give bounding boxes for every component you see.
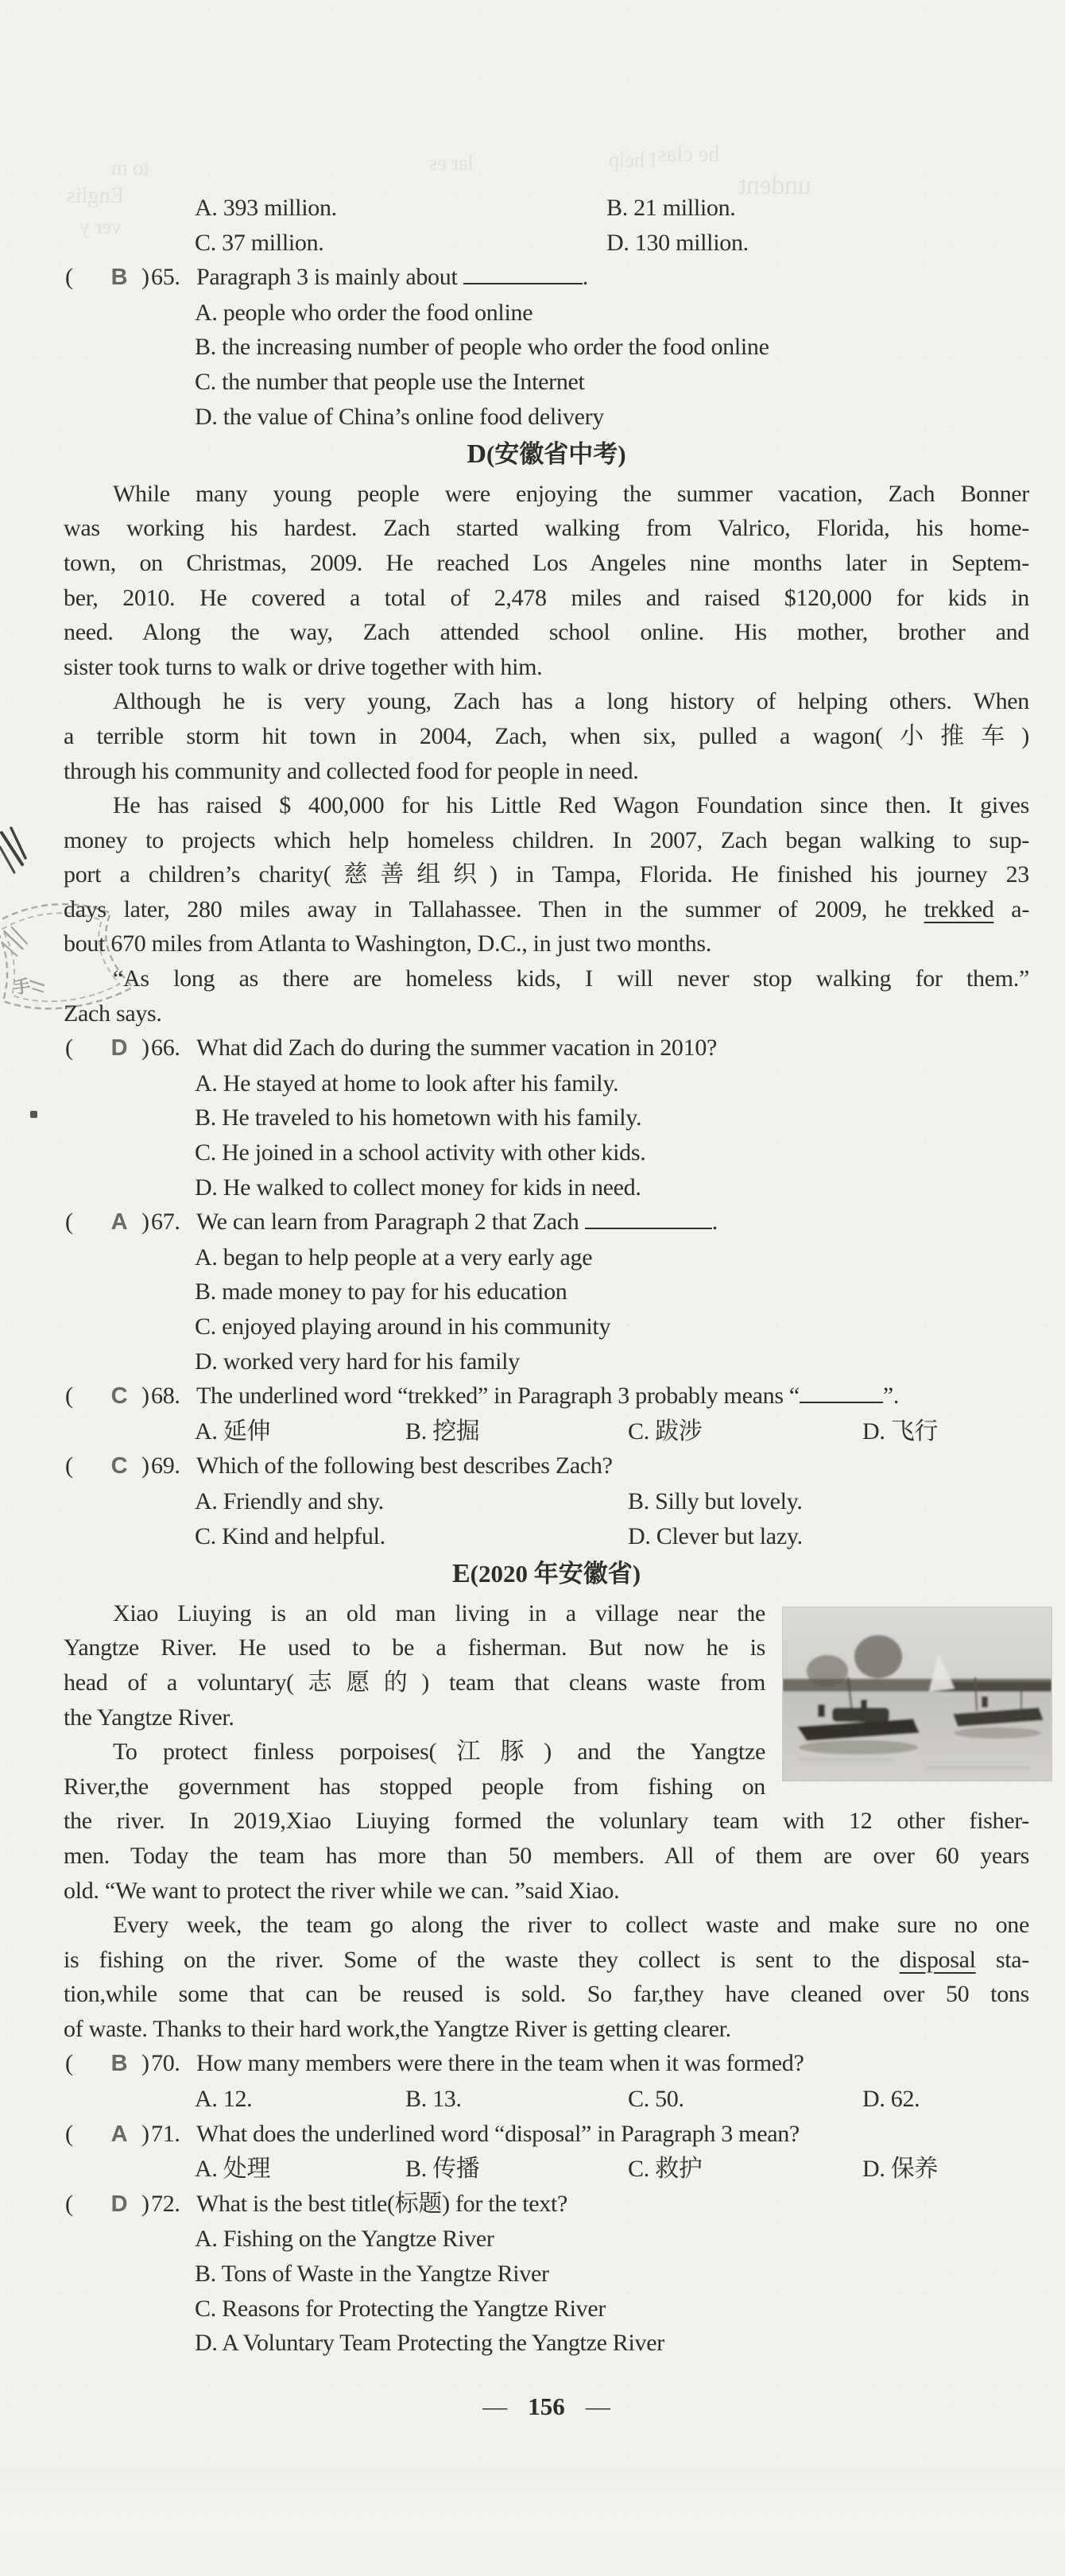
question-69-options-row — [64, 1519, 1029, 1554]
paren-close: ) — [141, 1452, 149, 1479]
option: B. 挖掘 — [405, 1418, 480, 1445]
passage-d — [64, 477, 1029, 1031]
question-64-options-row — [64, 191, 1029, 226]
option: B. 13. — [405, 2086, 462, 2113]
paren-close: ) — [141, 1209, 149, 1236]
paren-close: ) — [141, 1383, 149, 1410]
option: B. 传播 — [405, 2156, 480, 2183]
question-70-options — [64, 2082, 1029, 2117]
question-66 — [64, 1031, 1029, 1066]
option: B. He traveled to his hometown with his family. — [195, 1104, 642, 1131]
pen-mark — [0, 826, 35, 882]
option: A. He stayed at home to look after his family. — [195, 1069, 619, 1097]
option: A. 处理 — [195, 2156, 271, 2183]
paren-open: ( — [65, 1452, 73, 1479]
option: A. people who order the food online — [195, 299, 533, 326]
question-64-options-row — [64, 226, 1029, 261]
section-d-heading: D(安徽省中考) — [467, 439, 626, 470]
question-67-options — [64, 1240, 1029, 1379]
answer-letter: C — [110, 1383, 128, 1410]
question-65 — [64, 260, 1029, 296]
question-67 — [64, 1205, 1029, 1240]
bleed-through-text: to m — [111, 156, 149, 180]
option: A. 12. — [195, 2086, 253, 2113]
paren-close: ) — [141, 2050, 149, 2077]
passage-paragraph: Every week, the team go along the river to collect waste and make sure no one is fishing on the river. Some of the waste they collect is sent to the disposal sta- tion,while some that can be reused is sold. So far,they have cleaned over 50 tons of waste. Thanks to their hard work,the Yangtze River is getting clearer. — [64, 1912, 1029, 2042]
paren-open: ( — [65, 264, 73, 291]
paren-close: ) — [141, 2190, 149, 2217]
paren-open: ( — [65, 2120, 73, 2147]
river-boats-photo — [783, 1607, 1051, 1781]
answer-blank — [585, 1224, 712, 1229]
question-72 — [64, 2187, 1029, 2222]
option: C. enjoyed playing around in his community — [195, 1313, 611, 1340]
paren-close: ) — [141, 264, 149, 291]
bleed-through-text: lar es — [429, 151, 474, 175]
bleed-through-text: I help — [609, 148, 657, 172]
option: A. 延伸 — [195, 1418, 271, 1445]
question-number: 67. — [151, 1209, 180, 1236]
question-number: 71. — [151, 2120, 180, 2147]
option: C. Reasons for Protecting the Yangtze River — [195, 2295, 606, 2322]
passage-paragraph: Although he is very young, Zach has a long history of helping others. When a terrible storm hit town in 2004, Zach, when six, pulled a wagon(小推车) through his community and collected food for people in need. — [64, 688, 1029, 784]
answer-letter: A — [110, 2121, 128, 2147]
answer-letter: D — [110, 2191, 128, 2217]
question-number: 65. — [151, 264, 180, 291]
answer-blank — [800, 1398, 883, 1403]
paren-open: ( — [65, 1383, 73, 1410]
question-stem: How many members were there in the team when it was formed? — [196, 2050, 804, 2077]
paren-open: ( — [65, 1035, 73, 1062]
option: C. 50. — [628, 2086, 684, 2113]
option: A. Friendly and shy. — [195, 1487, 384, 1514]
paren-close: ) — [141, 1035, 149, 1062]
question-stem: Which of the following best describes Zach? — [196, 1452, 613, 1479]
option: A. 393 million. — [195, 195, 337, 221]
question-stem: What did Zach do during the summer vacation in 2010? — [196, 1035, 718, 1062]
footer-dash: — — [585, 2392, 610, 2420]
bleed-through-text: ver y — [79, 215, 122, 238]
option: B. Silly but lovely. — [628, 1487, 803, 1514]
passage-paragraph: “As long as there are homeless kids, I will never stop walking for them.” Zach says. — [64, 965, 1029, 1027]
passage-e — [64, 1596, 1029, 2047]
footer-dash: — — [482, 2392, 508, 2420]
option: D. 飞行 — [862, 1418, 939, 1445]
option: D. 保养 — [862, 2156, 939, 2183]
section-e-heading: E(2020 年安徽省) — [451, 1559, 641, 1589]
paren-close: ) — [141, 2120, 149, 2147]
option: C. 37 million. — [195, 229, 324, 256]
question-69 — [64, 1449, 1029, 1484]
option: D. A Voluntary Team Protecting the Yangtze River — [195, 2330, 664, 2357]
answer-letter: D — [110, 1035, 128, 1062]
page-number: — 156 — — [64, 2389, 1029, 2424]
question-stem: Paragraph 3 is mainly about . — [196, 264, 588, 291]
passage-paragraph: He has raised $ 400,000 for his Little Red Wagon Foundation since then. It gives money to projects which help homeless children. In 2007, Zach began walking to sup- port a children’s charity(慈善组织) in Tampa, Florida. He finished his journey 23 days later, 280 miles away in Tallahassee. Then in the summer of 2009, he trekked a- bout 670 miles from Atlanta to Washington, D.C., in just two months. — [64, 792, 1029, 957]
option: B. 21 million. — [606, 195, 736, 221]
question-number: 66. — [151, 1035, 180, 1062]
question-stem: What does the underlined word “disposal” in Paragraph 3 mean? — [196, 2120, 800, 2147]
option: B. the increasing number of people who order the food online — [195, 334, 769, 361]
question-stem: The underlined word “trekked” in Paragraph 3 probably means “ ”. — [196, 1383, 900, 1410]
answer-letter: B — [110, 2051, 128, 2077]
option: B. made money to pay for his education — [195, 1278, 567, 1305]
question-stem: What is the best title(标题) for the text? — [196, 2190, 568, 2217]
answer-letter: C — [110, 1453, 128, 1479]
bleed-through-text: he clas — [658, 141, 720, 167]
paren-open: ( — [65, 2190, 73, 2217]
top-margin — [64, 0, 1029, 191]
question-number: 69. — [151, 1452, 180, 1479]
passage-paragraph: Xiao Liuying is an old man living in a village near the Yangtze River. He used to be a fisherman. But now he is head of a voluntary(志愿的) team that cleans waste from the Yangtze River. — [64, 1599, 765, 1731]
answer-letter: A — [110, 1209, 128, 1236]
svg-text:手: 手 — [11, 976, 32, 998]
answer-blank — [463, 279, 583, 284]
paren-open: ( — [65, 2050, 73, 2077]
option: D. Clever but lazy. — [628, 1522, 803, 1549]
option: C. He joined in a school activity with other kids. — [195, 1139, 646, 1166]
question-number: 70. — [151, 2050, 180, 2077]
option: D. the value of China’s online food delivery — [195, 403, 605, 430]
question-number: 68. — [151, 1383, 180, 1410]
option: C. 跋涉 — [628, 1418, 703, 1445]
bleed-through-text: Englis — [67, 183, 125, 208]
question-stem: We can learn from Paragraph 2 that Zach . — [196, 1209, 718, 1236]
answer-letter: B — [110, 265, 128, 291]
question-68-options — [64, 1414, 1029, 1449]
bleed-through-text: undent — [739, 171, 811, 200]
option: D. 130 million. — [606, 229, 749, 256]
question-number: 72. — [151, 2190, 180, 2217]
question-65-options — [64, 296, 1029, 434]
option: D. He walked to collect money for kids in need. — [195, 1174, 641, 1201]
question-68 — [64, 1379, 1029, 1414]
option: D. 62. — [862, 2086, 920, 2113]
option: A. began to help people at a very early age — [195, 1244, 593, 1271]
question-69-options-row — [64, 1484, 1029, 1519]
option: B. Tons of Waste in the Yangtze River — [195, 2261, 549, 2288]
question-71 — [64, 2117, 1029, 2152]
option: C. 救护 — [628, 2156, 703, 2183]
option: A. Fishing on the Yangtze River — [195, 2226, 494, 2253]
question-70 — [64, 2046, 1029, 2082]
passage-paragraph: While many young people were enjoying the summer vacation, Zach Bonner was working his hardest. Zach started walking from Valrico, Florida, his home- town, on Christmas, 2009. He reached Los Angeles nine months later in Septem- ber, 2010. He covered a total of 2,478 miles and raised $120,000 for kids in need. Along the way, Zach attended school online. His mother, brother and sister took turns to walk or drive together with him. — [64, 480, 1029, 680]
question-66-options — [64, 1066, 1029, 1205]
ink-speck — [30, 1111, 37, 1118]
question-72-options — [64, 2222, 1029, 2360]
option: D. worked very hard for his family — [195, 1348, 520, 1375]
option: C. Kind and helpful. — [195, 1522, 385, 1549]
question-71-options — [64, 2152, 1029, 2187]
paren-open: ( — [65, 1209, 73, 1236]
option: C. the number that people use the Internet — [195, 368, 585, 395]
passage-paragraph: To protect finless porpoises(江豚) and the Yangtze River,the government has stopped people from fishing on the river. In 2019,Xiao Liuying formed the volunlary team with 12 other fisher- men. Today the team has more than 50 members. All of them are over 60 years old. “We want to protect the river while we can. ”said Xiao. — [64, 1739, 1029, 1904]
